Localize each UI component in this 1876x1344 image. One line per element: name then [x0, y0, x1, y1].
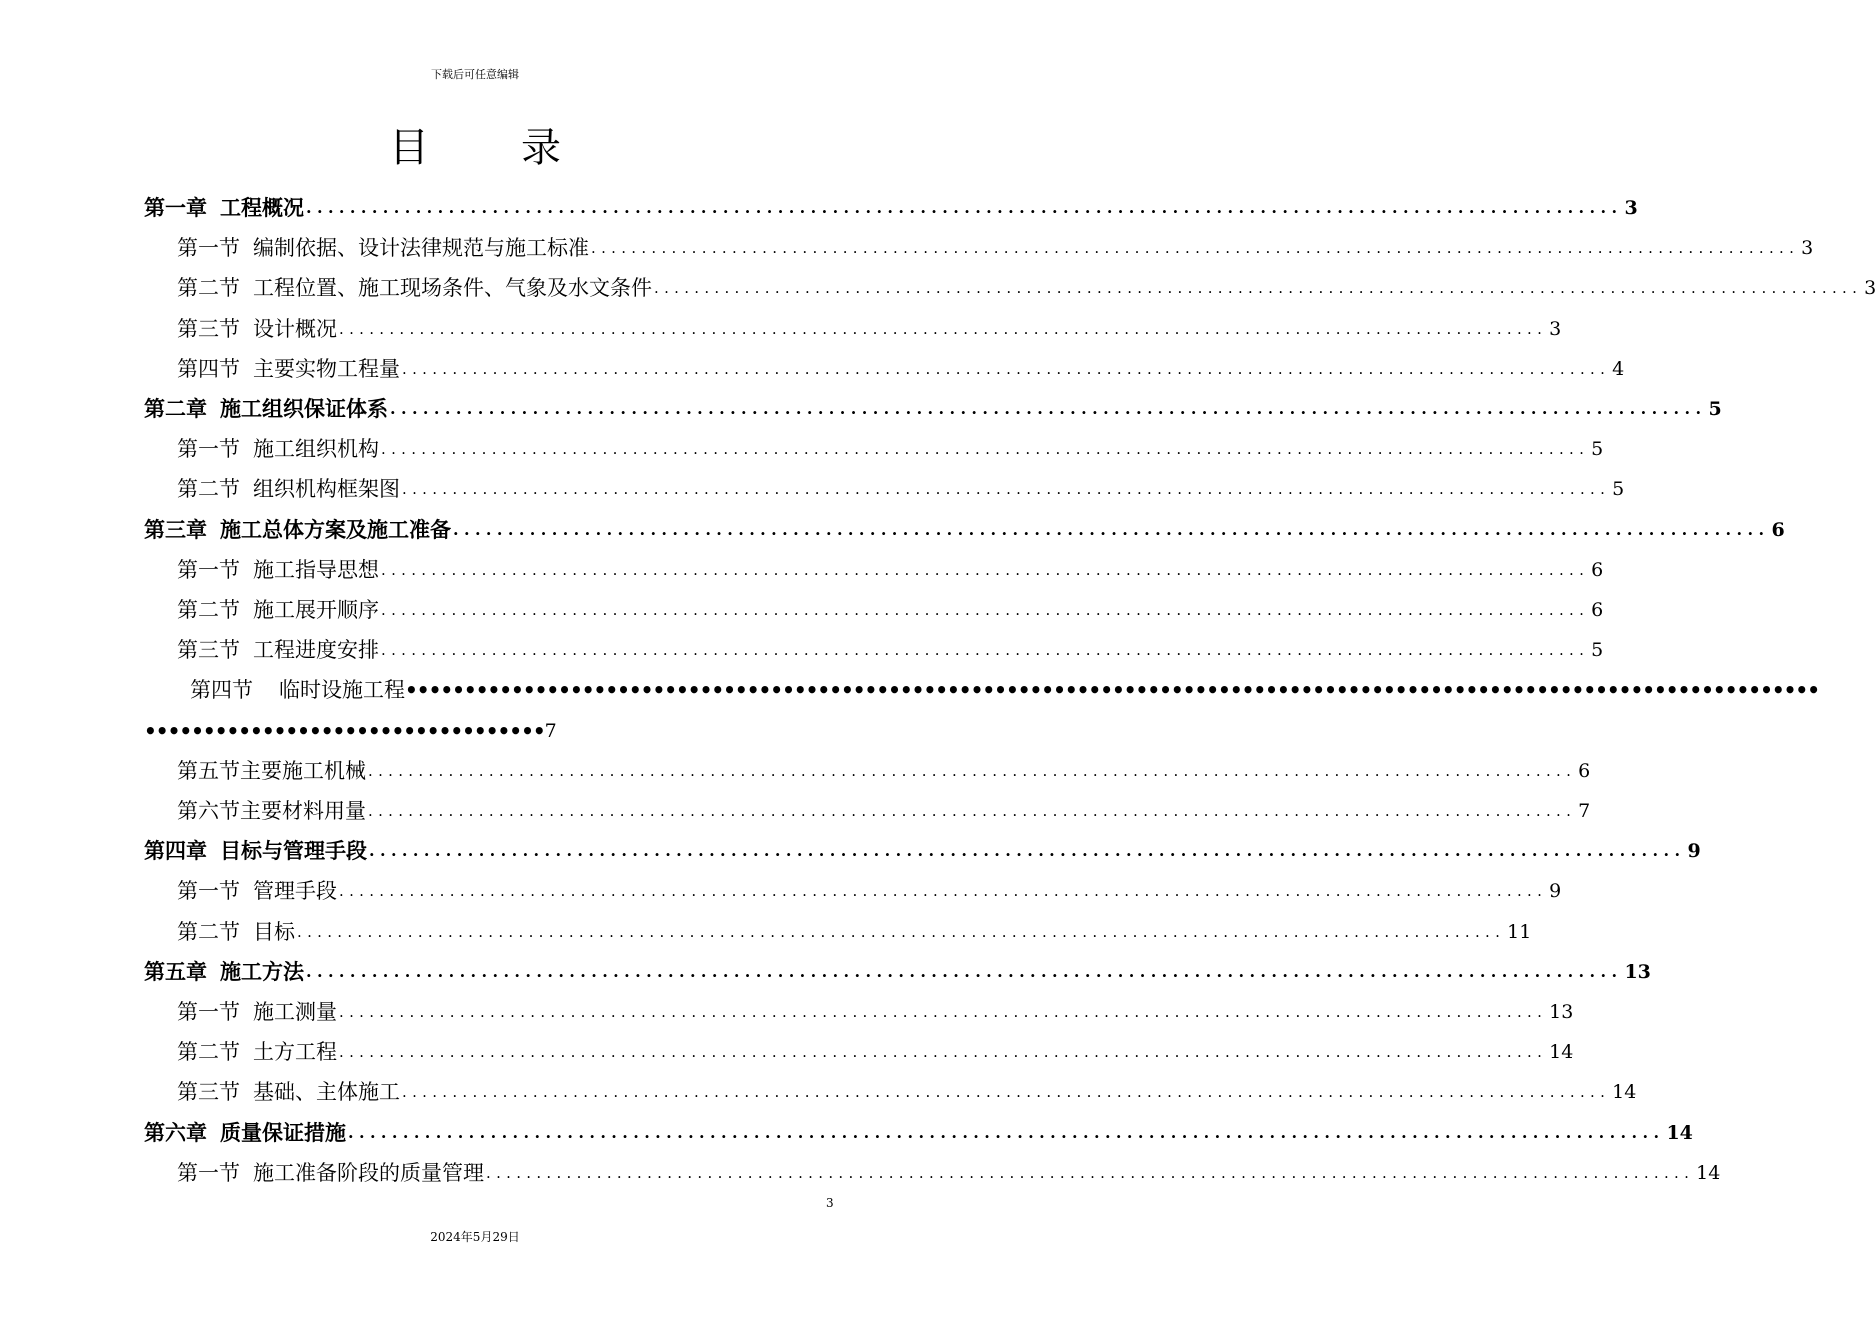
toc-leader-dots: ........................................................................................................................	[368, 762, 1577, 780]
toc-chapter-entry[interactable]	[144, 952, 1651, 992]
toc-entry-title: 施工总体方案及施工准备	[220, 518, 451, 542]
toc-entry-title: 施工组织保证体系	[220, 397, 388, 421]
toc-entry-number: 第五节	[177, 759, 240, 783]
toc-entry-title: 施工组织机构	[253, 437, 379, 461]
toc-entry-page: 5	[1591, 639, 1604, 661]
toc-title-left: 目	[389, 125, 429, 171]
toc-leader-dots: ••••••••••••••••••••••••••••••••••••••••••••••••••••••••••••••••••••••••••••••••••••••••••••••••••••••••••••••••••••••••	[405, 678, 1819, 702]
toc-entry-number: 第三章	[144, 518, 207, 542]
toc-entry-title: 管理手段	[253, 879, 337, 903]
toc-entry-title: 工程概况	[220, 196, 304, 220]
toc-title-right: 录	[521, 125, 561, 171]
toc-chapter-entry[interactable]	[144, 1113, 1693, 1153]
toc-section-entry[interactable]	[177, 228, 1814, 268]
toc-entry-number: 第二节	[177, 1040, 240, 1064]
toc-entry-page: 9	[1687, 840, 1701, 862]
footer-date: 2024年5月29日	[430, 1230, 520, 1244]
toc-entry-number: 第六章	[144, 1121, 207, 1145]
toc-leader-dots: ........................................................................................................................	[369, 841, 1686, 860]
toc-entry-page: 5	[1612, 478, 1625, 500]
toc-entry-number: 第五章	[144, 960, 207, 984]
toc-section-entry[interactable]	[177, 992, 1574, 1032]
toc-section-entry[interactable]	[177, 349, 1625, 389]
toc-section-entry[interactable]	[177, 429, 1604, 469]
toc-leader-dots: ........................................................................................................................	[402, 1083, 1611, 1101]
toc-entry-page: 6	[1771, 519, 1785, 541]
toc-leader-dots: ........................................................................................................................	[339, 882, 1548, 900]
toc-entry-number: 第三节	[177, 317, 240, 341]
toc-entry-number: 第一章	[144, 196, 207, 220]
toc-leader-dots: ........................................................................................................................	[381, 440, 1590, 458]
toc-leader-dots: ••••••••••••••••••••••••••••••••••	[144, 719, 545, 743]
toc-entry-number: 第四章	[144, 839, 207, 863]
toc-entry-title: 编制依据、设计法律规范与施工标准	[253, 236, 589, 260]
toc-entry-title: 施工方法	[220, 960, 304, 984]
toc-entry-title: 组织机构框架图	[253, 477, 400, 501]
toc-leader-dots: ........................................................................................................................	[486, 1164, 1695, 1182]
toc-section-entry[interactable]	[177, 469, 1625, 509]
toc-entry-page: 13	[1549, 1001, 1574, 1023]
toc-entry-number: 第二节	[177, 276, 240, 300]
toc-entry-title: 基础、主体施工	[253, 1080, 400, 1104]
toc-entry-number: 第一节	[177, 236, 240, 260]
toc-leader-dots: ........................................................................................................................	[339, 1003, 1548, 1021]
toc-leader-dots: ........................................................................................................................	[591, 239, 1800, 257]
toc-entry-page: 14	[1696, 1162, 1721, 1184]
page-header: 下载后可任意编辑	[431, 68, 519, 81]
toc-entry-page: 5	[1591, 438, 1604, 460]
toc-entry-page: 7	[1578, 800, 1591, 822]
toc-entry-title: 施工测量	[253, 1000, 337, 1024]
toc-entry-number: 第三节	[177, 1080, 240, 1104]
toc-chapter-entry[interactable]	[144, 188, 1638, 228]
toc-entry-title: 目标与管理手段	[220, 839, 367, 863]
toc-entry-number: 第一节	[177, 558, 240, 582]
toc-entry-title: 工程进度安排	[253, 638, 379, 662]
toc-leader-dots: ........................................................................................................................	[306, 198, 1623, 217]
toc-entry-page: 6	[1578, 760, 1591, 782]
toc-leader-dots: ........................................................................................................................	[654, 279, 1863, 297]
toc-entry-page: 14	[1612, 1081, 1637, 1103]
toc-entry-number: 第二节	[177, 920, 240, 944]
toc-section-entry[interactable]	[177, 791, 1591, 831]
toc-section-entry[interactable]	[177, 268, 1876, 308]
toc-leader-dots: ........................................................................................................................	[402, 360, 1611, 378]
toc-entry-page: 3	[1549, 318, 1562, 340]
toc-leader-dots: ........................................................................................................................	[297, 923, 1506, 941]
toc-entry-title: 目标	[253, 920, 295, 944]
toc-entry-page: 9	[1549, 880, 1562, 902]
toc-entry-page: 6	[1591, 559, 1604, 581]
toc-entry-title: 设计概况	[253, 317, 337, 341]
toc-entry-number: 第三节	[177, 638, 240, 662]
toc-entry-page: 7	[544, 720, 557, 742]
toc-entry-number: 第一节	[177, 879, 240, 903]
toc-leader-dots: ........................................................................................................................	[402, 480, 1611, 498]
toc-chapter-entry[interactable]	[144, 831, 1701, 871]
page-number: 3	[826, 1196, 834, 1210]
toc-leader-dots: ........................................................................................................................	[381, 561, 1590, 579]
toc-entry-page: 14	[1666, 1122, 1693, 1144]
toc-entry-title: 土方工程	[253, 1040, 337, 1064]
toc-entry-title: 质量保证措施	[220, 1121, 346, 1145]
toc-title	[0, 122, 950, 174]
toc-entry-page: 14	[1549, 1041, 1574, 1063]
toc-entry-title: 临时设施工程	[279, 678, 405, 702]
toc-leader-dots: ........................................................................................................................	[390, 399, 1707, 418]
toc-entry-page: 5	[1708, 398, 1722, 420]
toc-entry-number: 第一节	[177, 1161, 240, 1185]
toc-section-entry[interactable]	[177, 1032, 1574, 1072]
toc-leader-dots: ........................................................................................................................	[348, 1123, 1665, 1142]
toc-leader-dots: ........................................................................................................................	[381, 601, 1590, 619]
toc-leader-dots: ........................................................................................................................	[381, 641, 1590, 659]
toc-entry-number: 第六节	[177, 799, 240, 823]
toc-entry-number: 第一节	[177, 1000, 240, 1024]
toc-section-entry[interactable]	[177, 630, 1604, 670]
toc-entry-title: 施工准备阶段的质量管理	[253, 1161, 484, 1185]
toc-entry-number: 第二节	[177, 598, 240, 622]
toc-leader-dots: ........................................................................................................................	[453, 520, 1770, 539]
toc-leader-dots: ........................................................................................................................	[306, 962, 1623, 981]
toc-entry-title: 施工展开顺序	[253, 598, 379, 622]
toc-entry-page: 3	[1864, 277, 1876, 299]
toc-entry-title: 主要施工机械	[240, 759, 366, 783]
toc-entry-continuation[interactable]	[144, 711, 844, 751]
toc-leader-dots: ........................................................................................................................	[368, 802, 1577, 820]
toc-section-entry[interactable]	[177, 309, 1562, 349]
toc-section-entry[interactable]	[177, 751, 1591, 791]
toc-section-entry[interactable]	[177, 550, 1604, 590]
toc-entry-title: 施工指导思想	[253, 558, 379, 582]
toc-section-entry[interactable]	[177, 1153, 1721, 1193]
toc-section-entry[interactable]	[177, 871, 1562, 911]
toc-entry-page: 4	[1612, 358, 1625, 380]
toc-entry-page: 13	[1624, 961, 1651, 983]
toc-entry-number: 第四节	[190, 678, 253, 702]
toc-chapter-entry[interactable]	[144, 389, 1722, 429]
toc-leader-dots: ........................................................................................................................	[339, 1043, 1548, 1061]
toc-entry-page: 3	[1624, 197, 1638, 219]
toc-entry-page: 3	[1801, 237, 1814, 259]
toc-entry-number: 第一节	[177, 437, 240, 461]
toc-entry-title: 主要实物工程量	[253, 357, 400, 381]
toc-section-entry[interactable]	[177, 912, 1532, 952]
toc-entry-title: 主要材料用量	[240, 799, 366, 823]
toc-entry-number: 第四节	[177, 357, 240, 381]
toc-entry-title: 工程位置、施工现场条件、气象及水文条件	[253, 276, 652, 300]
toc-leader-dots: ........................................................................................................................	[339, 320, 1548, 338]
toc-chapter-entry[interactable]	[144, 510, 1785, 550]
toc-entry-page: 11	[1507, 921, 1532, 943]
toc-section-entry[interactable]	[177, 1072, 1637, 1112]
toc-entry-number: 第二章	[144, 397, 207, 421]
toc-entry-number: 第二节	[177, 477, 240, 501]
toc-entry[interactable]	[190, 670, 1819, 710]
toc-section-entry[interactable]	[177, 590, 1604, 630]
toc-entry-page: 6	[1591, 599, 1604, 621]
